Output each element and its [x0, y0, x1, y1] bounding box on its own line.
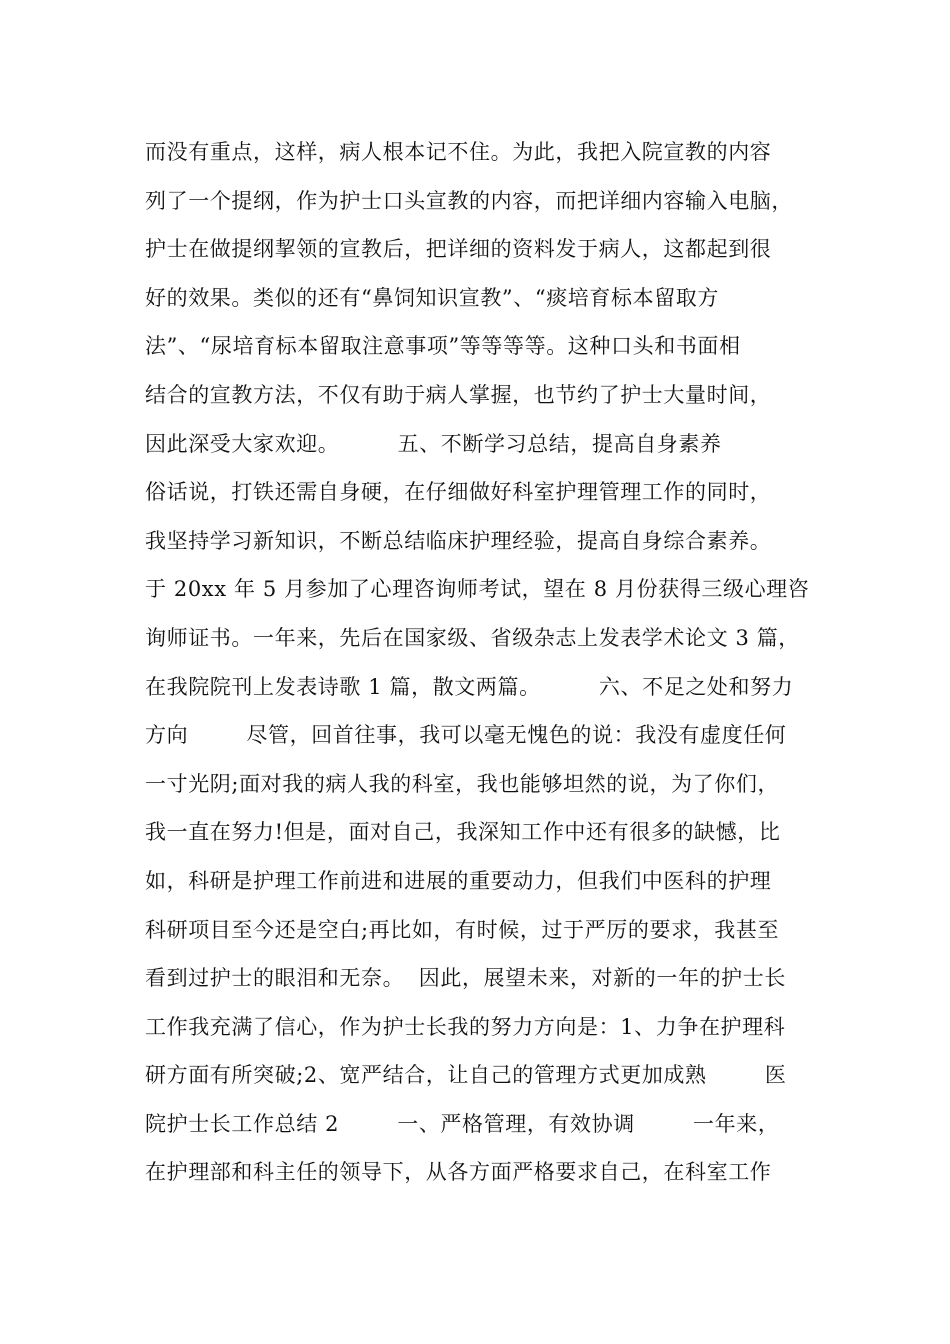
text-line: 结合的宣教方法，不仅有助于病人掌握，也节约了护士大量时间， [145, 382, 772, 407]
text-line: 于 20xx 年 5 月参加了心理咨询师考试，望在 8 月份获得三级心理咨 [145, 577, 810, 602]
text-line: 在护理部和科主任的领导下，从各方面严格要求自己，在科室工作 [145, 1160, 772, 1185]
text-line: 一寸光阴;面对我的病人我的科室，我也能够坦然的说，为了你们， [145, 771, 780, 796]
text-line: 俗话说，打铁还需自身硬，在仔细做好科室护理管理工作的同时， [145, 480, 772, 505]
text-line: 询师证书。一年来，先后在国家级、省级杂志上发表学术论文 3 篇， [145, 625, 800, 650]
text-line: 方向 尽管，回首往事，我可以毫无愧色的说：我没有虚度任何 [145, 723, 787, 748]
text-line: 护士在做提纲挈领的宣教后，把详细的资料发于病人，这都起到很 [145, 237, 772, 262]
text-line: 看到过护士的眼泪和无奈。 因此，展望未来，对新的一年的护士长 [145, 966, 786, 991]
text-line: 在我院院刊上发表诗歌 1 篇，散文两篇。 六、不足之处和努力 [145, 674, 794, 699]
text-line: 如，科研是护理工作前进和进展的重要动力，但我们中医科的护理 [145, 868, 772, 893]
body-text [145, 132, 825, 1201]
text-line: 院护士长工作总结 2 一、严格管理，有效协调 一年来， [145, 1111, 780, 1136]
text-line: 我一直在努力!但是，面对自己，我深知工作中还有很多的缺憾，比 [145, 820, 781, 845]
text-line: 列了一个提纲，作为护士口头宣教的内容，而把详细内容输入电脑， [145, 188, 793, 213]
text-line: 而没有重点，这样，病人根本记不住。为此，我把入院宣教的内容 [145, 140, 772, 164]
text-line: 法”、“尿培育标本留取注意事项”等等等等。这种口头和书面相 [145, 334, 741, 359]
text-line: 我坚持学习新知识，不断总结临床护理经验，提高自身综合素养。 [145, 528, 772, 553]
text-line: 工作我充满了信心，作为护士长我的努力方向是：1、力争在护理科 [145, 1014, 786, 1039]
text-line: 因此深受大家欢迎。 五、不断学习总结，提高自身素养 [145, 431, 722, 456]
text-line: 研方面有所突破;2、宽严结合，让自己的管理方式更加成熟 医 [145, 1063, 787, 1088]
text-line: 科研项目至今还是空白;再比如，有时候，过于严厉的要求，我甚至 [145, 917, 780, 942]
text-line: 好的效果。类似的还有“鼻饲知识宣教”、“痰培育标本留取方 [145, 285, 720, 310]
